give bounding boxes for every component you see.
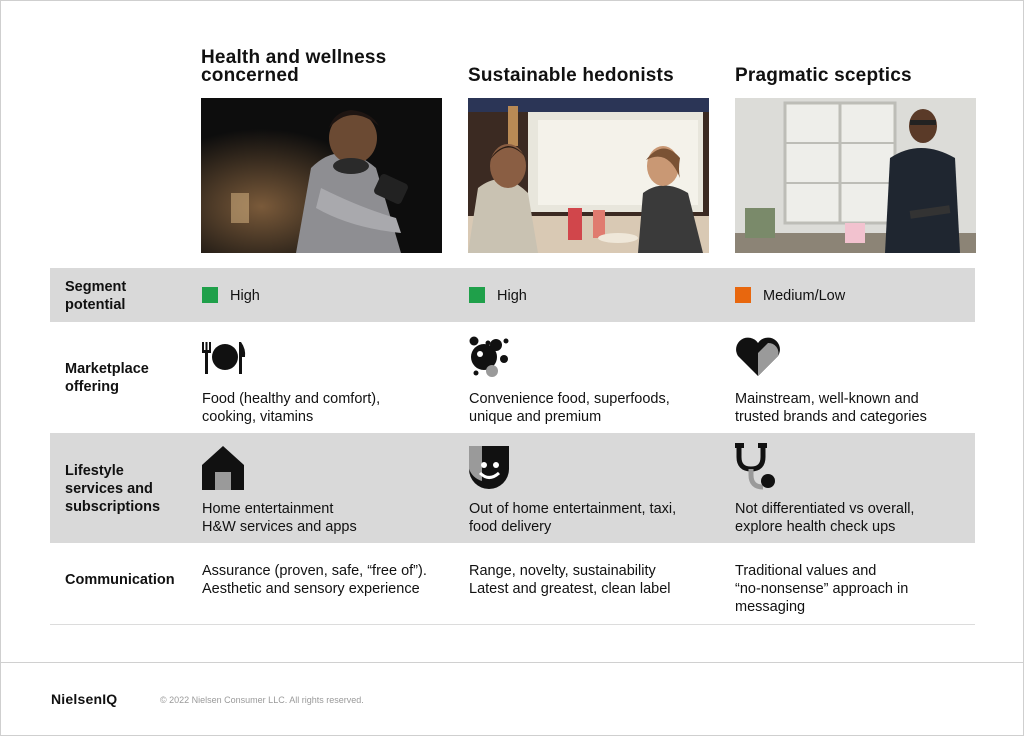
potential-sustainable-hedonists: [469, 287, 527, 305]
potential-pragmatic-sceptics: [735, 287, 845, 305]
cell-line: Home entertainment: [202, 501, 334, 517]
cell-line: Food (healthy and comfort),: [202, 391, 381, 407]
stethoscope-icon: [735, 443, 777, 491]
cell-line: Range, novelty, sustainability: [469, 563, 656, 579]
lifestyle-health-wellness: [202, 500, 357, 536]
marketplace-sustainable-hedonists: [469, 390, 670, 426]
cell-line: messaging: [735, 599, 806, 615]
cell-line: Not differentiated vs overall,: [735, 501, 915, 517]
title-line: concerned: [201, 65, 299, 86]
potential-indicator-square: [469, 287, 485, 303]
communication-pragmatic-sceptics: [735, 562, 908, 616]
cell-line: Assurance (proven, safe, “free of”).: [202, 563, 427, 579]
segment-title-pragmatic-sceptics: [735, 67, 912, 85]
label-line: offering: [65, 379, 119, 395]
cell-line: food delivery: [469, 519, 552, 535]
photo-man-with-tablet-in-kitchen: [735, 98, 976, 253]
cell-line: H&W services and apps: [202, 519, 357, 535]
table-bottom-divider: [50, 624, 975, 625]
cell-line: Aesthetic and sensory experience: [202, 581, 420, 597]
lifestyle-pragmatic-sceptics: [735, 500, 914, 536]
cell-line: Out of home entertainment, taxi,: [469, 501, 677, 517]
label-line: services and: [65, 481, 153, 497]
title-line: Pragmatic sceptics: [735, 65, 912, 86]
molecule-icon: [468, 335, 510, 379]
title-line: Health and wellness: [201, 47, 387, 68]
cell-line: cooking, vitamins: [202, 409, 314, 425]
smiley-icon: [468, 445, 510, 491]
segment-title-health-wellness: [201, 49, 386, 85]
row-label-segment-potential: [65, 278, 126, 314]
cell-line: trusted brands and categories: [735, 409, 927, 425]
potential-indicator-square: [202, 287, 218, 303]
communication-sustainable-hedonists: [469, 562, 671, 598]
cell-line: Convenience food, superfoods,: [469, 391, 670, 407]
heart-icon: [735, 337, 781, 377]
label-line: Lifestyle: [65, 463, 124, 479]
cell-line: Mainstream, well-known and: [735, 391, 919, 407]
row-label-lifestyle: [65, 462, 160, 516]
house-icon: [201, 445, 245, 491]
potential-value: High: [230, 288, 260, 304]
potential-value: High: [497, 288, 527, 304]
cell-line: Latest and greatest, clean label: [469, 581, 671, 597]
photo-woman-checking-smartwatch: [201, 98, 442, 253]
nielseniq-logo: NielsenIQ: [51, 691, 118, 707]
label-line: potential: [65, 297, 126, 313]
label-line: Segment: [65, 279, 127, 295]
row-label-marketplace-offering: [65, 360, 149, 396]
title-line: Sustainable hedonists: [468, 65, 674, 86]
row-label-communication: [65, 571, 175, 589]
potential-indicator-square: [735, 287, 751, 303]
cell-line: explore health check ups: [735, 519, 896, 535]
label-line: Marketplace: [65, 361, 149, 377]
cell-line: “no-nonsense” approach in: [735, 581, 909, 597]
footer-divider: [1, 662, 1023, 663]
potential-health-wellness: [202, 287, 260, 305]
label-line: Communication: [65, 572, 175, 588]
copyright-text: © 2022 Nielsen Consumer LLC. All rights reserved.: [160, 695, 364, 705]
plate-cutlery-icon: [201, 341, 247, 375]
segment-title-sustainable-hedonists: [468, 67, 674, 85]
marketplace-pragmatic-sceptics: [735, 390, 927, 426]
potential-value: Medium/Low: [763, 288, 846, 304]
cell-line: Traditional values and: [735, 563, 877, 579]
cell-line: unique and premium: [469, 409, 602, 425]
marketplace-health-wellness: [202, 390, 380, 426]
label-line: subscriptions: [65, 499, 161, 515]
communication-health-wellness: [202, 562, 427, 598]
lifestyle-sustainable-hedonists: [469, 500, 676, 536]
photo-couple-at-cafe: [468, 98, 709, 253]
